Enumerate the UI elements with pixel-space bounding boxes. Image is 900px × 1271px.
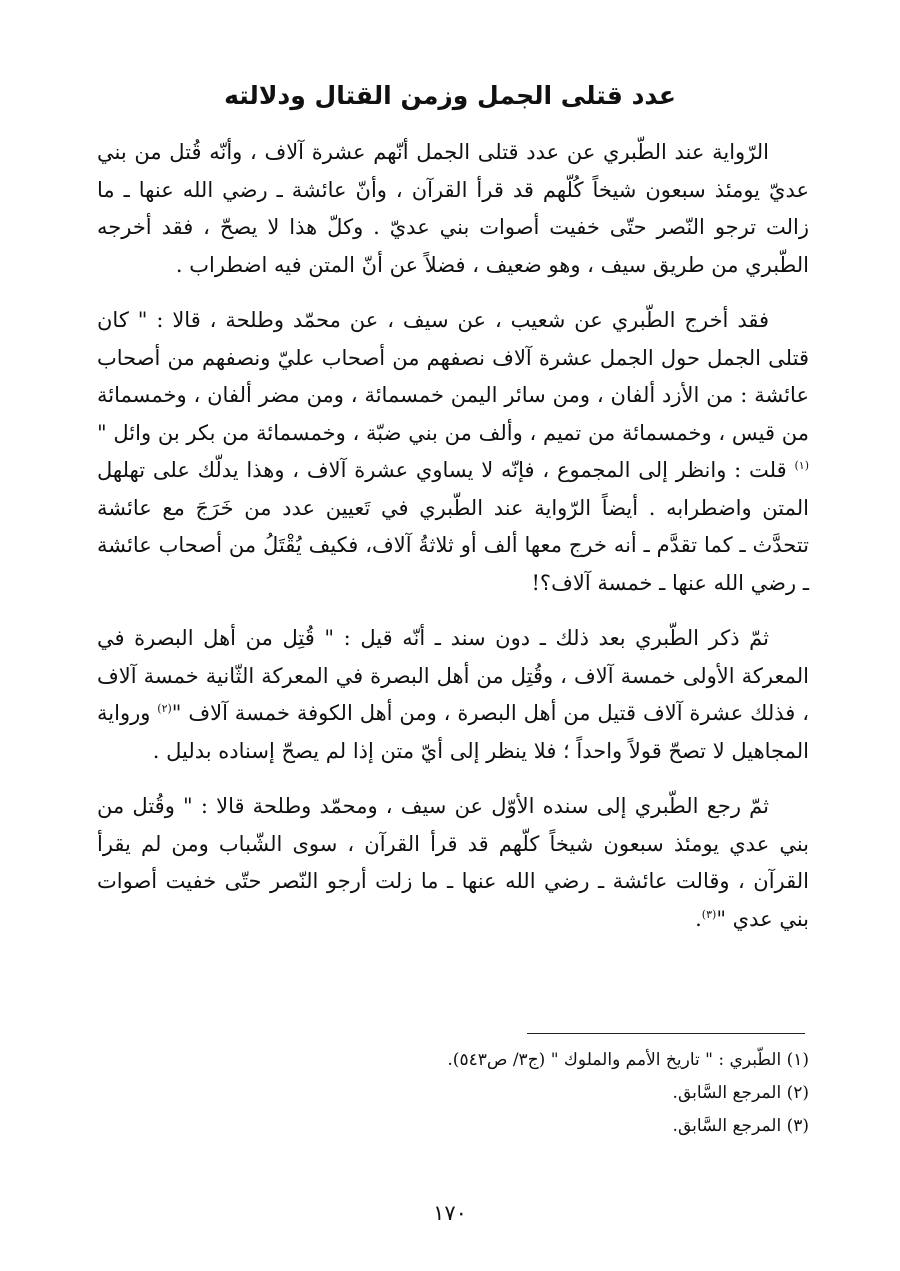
paragraph-3 xyxy=(97,620,809,770)
paragraph-3-text: ثمّ ذكر الطّبري بعد ذلك ـ دون سند ـ أنّه قيل : " قُتِل من أهل البصرة في المعركة الأولى خمسة آلاف ، وقُتِل من أهل البصرة في المعركة الثّانية خمسة آلاف ، فذلك عشرة آلاف قتيل من أهل البصرة ، ومن أهل الكوفة خمسة آلاف " xyxy=(97,626,809,725)
footnote-2: (٢) المرجع السَّابق. xyxy=(672,1083,809,1103)
paragraph-1 xyxy=(97,134,809,284)
footnote-ref-1[interactable]: (١) xyxy=(794,459,809,472)
page-number: ١٧٠ xyxy=(433,1201,467,1225)
paragraph-3-tail: ورواية المجاهيل لا تصحّ قولاً واحداً ؛ فلا ينظر إلى أيّ متن إذا لم يصحّ إسناده بدليل . xyxy=(97,701,809,763)
footnote-1: (١) الطّبري : " تاريخ الأمم والملوك " (ج٣/ ص٥٤٣). xyxy=(447,1050,809,1070)
footnote-ref-2[interactable]: (٢) xyxy=(157,702,172,715)
paragraph-4 xyxy=(97,788,809,938)
paragraph-2-tail: قلت : وانظر إلى المجموع ، فإنّه لا يساوي عشرة آلاف ، وهذا يدلّك على تهلهل المتن واضطرابه . أيضاً الرّواية عند الطّبري في تَعيين عدد من خَرَجَ مع عائشة تتحدَّث ـ كما تقدَّم ـ أنه خرج معها ألف أو ثلاثةُ آلاف، فكيف يُقْتَلُ من أصحاب عائشة ـ رضي الله عنها ـ خمسة آلاف؟! xyxy=(97,458,809,595)
paragraph-2-text: فقد أخرج الطّبري عن شعيب ، عن سيف ، عن محمّد وطلحة ، قالا : " كان قتلى الجمل حول الجمل عشرة آلاف نصفهم من أصحاب عليّ ونصفهم من أصحاب عائشة : من الأزد ألفان ، ومن سائر اليمن خمسمائة ، ومن مضر ألفان ، وخمسمائة من قيس ، وخمسمائة من تميم ، وألف من بني ضبّة ، وخمسمائة من بكر بن وائل " xyxy=(97,308,809,445)
paragraph-2 xyxy=(97,302,809,602)
footnote-ref-3[interactable]: (٣) xyxy=(701,907,717,921)
footnotes-list xyxy=(97,1044,809,1143)
body-text xyxy=(97,134,809,956)
paragraph-4-tail: . xyxy=(695,906,702,931)
chapter-title: عدد قتلى الجمل وزمن القتال ودلالته xyxy=(224,81,676,110)
footnote-divider xyxy=(527,1033,805,1034)
footnote-3: (٣) المرجع السَّابق. xyxy=(672,1116,809,1136)
paragraph-4-text: ثمّ رجع الطّبري إلى سنده الأوّل عن سيف ، ومحمّد وطلحة قالا : " وقُتل من بني عدي يومئذ سبعون شيخاً كلّهم قد قرأ القرآن ، سوى الشّباب ومن لم يقرأ القرآن ، وقالت عائشة ـ رضي الله عنها ـ ما زلت أرجو النّصر حتّى خفيت أصوات بني عدي " xyxy=(97,794,809,931)
paragraph-1-text: الرّواية عند الطّبري عن عدد قتلى الجمل أنّهم عشرة آلاف ، وأنّه قُتل من بني عديّ يومئذ سبعون شيخاً كُلّهم قد قرأ القرآن ، وأنّ عائشة ـ رضي الله عنها ـ ما زالت ترجو النّصر حتّى خفيت أصوات بني عديّ . وكلّ هذا لا يصحّ ، فقد أخرجه الطّبري من طريق سيف ، وهو ضعيف ، فضلاً عن أنّ المتن فيه اضطراب . xyxy=(97,140,809,277)
